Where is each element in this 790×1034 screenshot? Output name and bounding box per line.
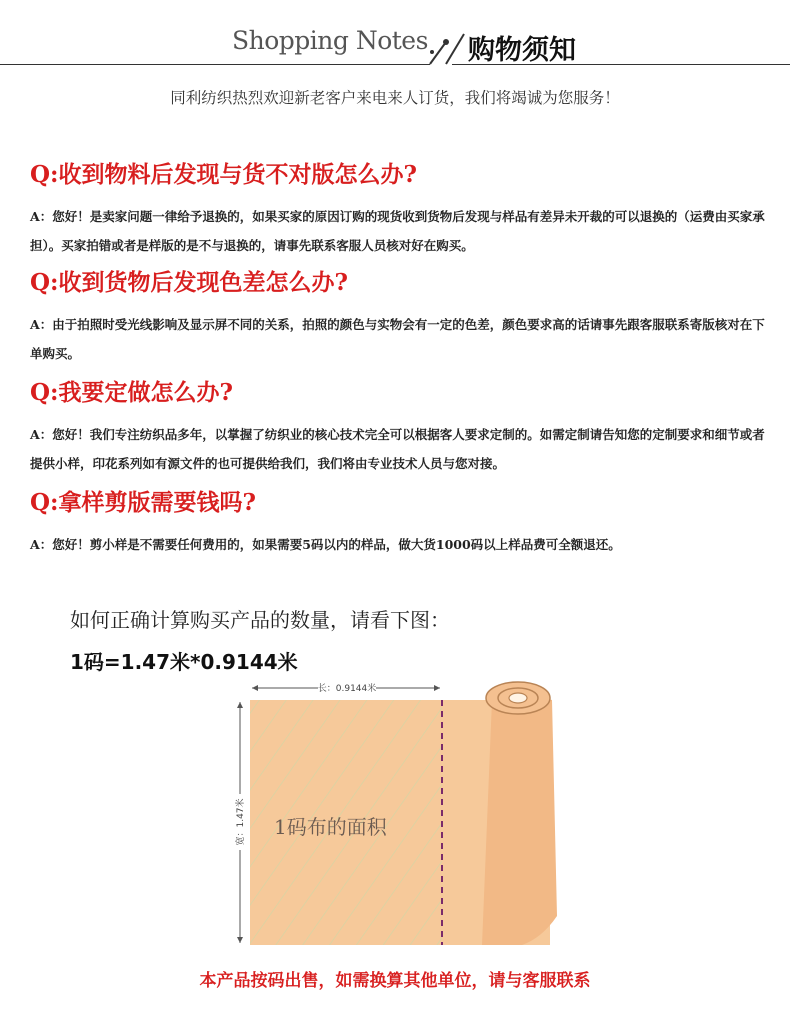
header-title-en: Shopping Notes — [232, 26, 428, 55]
calc-formula: 1码=1.47米*0.9144米 — [70, 650, 298, 674]
length-label: 长：0.9144米 — [317, 684, 377, 694]
page-header — [0, 0, 790, 70]
diagonal-lines-icon — [426, 28, 466, 68]
faq-answer: A：您好！我们专注纺织品多年，以掌握了纺织业的核心技术完全可以根据客人要求定制的。如需定制请告知您的定制要求和细节或者提供小样，印花系列如有源文件的也可提供给我们，我们将由专业技术人员与您对接。 — [30, 427, 765, 471]
arrow-left-icon — [252, 685, 258, 691]
arrow-up-icon — [237, 702, 243, 708]
calc-title: 如何正确计算购买产品的数量，请看下图： — [70, 608, 450, 632]
faq-answer: A：由于拍照时受光线影响及显示屏不同的关系，拍照的颜色与实物会有一定的色差，颜色要求高的话请事先跟客服联系寄版核对在下单购买。 — [30, 317, 765, 361]
faq-answer: A：您好！剪小样是不需要任何费用的，如果需要5码以内的样品，做大货1000码以上样品费可全额退还。 — [30, 537, 621, 552]
faq-question: Q:拿样剪版需要钱吗? — [30, 489, 257, 516]
faq-item — [30, 488, 770, 559]
fabric-diagram — [222, 676, 572, 952]
arrow-right-icon — [434, 685, 440, 691]
roll-core — [509, 693, 527, 703]
faq-question: Q:我要定做怎么办? — [30, 379, 234, 406]
faq-item — [30, 378, 770, 478]
faq-answer: A：您好！是卖家问题一律给予退换的，如果买家的原因订购的现货收到货物后发现与样品有差异未开裁的可以退换的（运费由买家承担）。买家拍错或者是样版的是不与退换的，请事先联系客服人员核对好在购买。 — [30, 209, 765, 253]
footer-note: 本产品按码出售，如需换算其他单位，请与客服联系 — [199, 971, 591, 991]
faq-item — [30, 160, 770, 260]
area-label: 1码布的面积 — [274, 815, 387, 839]
arrow-down-icon — [237, 937, 243, 943]
faq-item — [30, 268, 770, 368]
header-title-cn: 购物须知 — [468, 35, 576, 66]
welcome-text: 同利纺织热烈欢迎新老客户来电来人订货，我们将竭诚为您服务！ — [170, 89, 620, 107]
width-label: 宽：1.47米 — [236, 798, 246, 846]
faq-question: Q:收到物料后发现与货不对版怎么办? — [30, 161, 418, 188]
fabric-roll — [482, 698, 557, 945]
header-divider-left — [0, 64, 430, 65]
faq-question: Q:收到货物后发现色差怎么办? — [30, 269, 349, 296]
